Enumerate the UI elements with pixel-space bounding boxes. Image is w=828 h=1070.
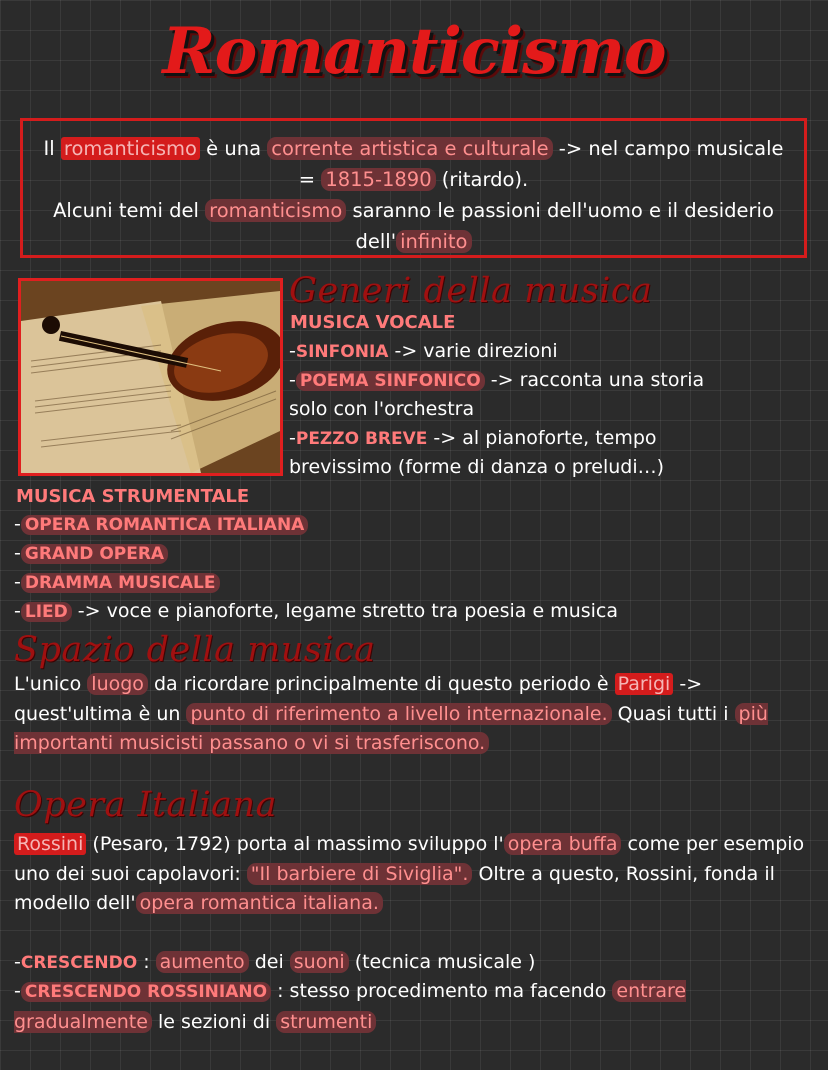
- highlight-term: luogo: [87, 673, 148, 695]
- highlight-term: entrare gradualmente: [14, 980, 687, 1033]
- list-item: [14, 977, 814, 1037]
- page-title: Romanticismo: [162, 14, 666, 89]
- intro-text: è una: [199, 137, 268, 160]
- list-text: -> voce e pianoforte, legame stretto tra poesia e musica: [71, 600, 618, 622]
- list-text: le sezioni di: [151, 1010, 277, 1033]
- highlight-term: strumenti: [276, 1011, 376, 1033]
- paragraph-text: come per esempio uno dei suoi capolavori:: [14, 833, 805, 885]
- genre-tag: SINFONIA: [295, 342, 389, 362]
- list-text: brevissimo (forme di danza o preludi…): [289, 456, 665, 478]
- highlight-term: "Il barbiere di Siviglia".: [247, 863, 473, 885]
- list-text: solo con l'orchestra: [289, 398, 475, 420]
- list-dash: -: [289, 427, 296, 449]
- intro-text: (ritardo).: [435, 168, 529, 191]
- list-item: [289, 366, 704, 396]
- intro-text: Alcuni temi del: [53, 199, 206, 222]
- list-dash: -: [14, 951, 21, 973]
- genre-tag: CRESCENDO: [20, 953, 138, 973]
- highlight-term: romanticismo: [61, 137, 200, 160]
- highlight-term: Rossini: [14, 833, 86, 855]
- genre-tag: LIED: [21, 602, 72, 622]
- list-text: -> al pianoforte, tempo: [427, 427, 657, 449]
- subheading-musica-vocale: MUSICA VOCALE: [290, 312, 456, 333]
- list-dash: -: [289, 340, 296, 362]
- list-item: [14, 510, 308, 540]
- violin-icon: [21, 281, 280, 473]
- list-dash: -: [14, 600, 21, 622]
- genre-tag: DRAMMA MUSICALE: [21, 573, 220, 593]
- spazio-paragraph: [14, 670, 824, 759]
- list-item: [289, 337, 558, 367]
- highlight-term: aumento: [156, 951, 249, 973]
- section-heading-spazio: Spazio della musica: [14, 630, 376, 670]
- list-item: [289, 395, 474, 424]
- highlight-term: suoni: [290, 951, 349, 973]
- highlight-term: corrente artistica e culturale: [267, 137, 552, 160]
- list-dash: -: [14, 513, 21, 535]
- intro-text: saranno le passioni dell'uomo e il desiderio dell': [346, 199, 774, 253]
- section-heading-opera: Opera Italiana: [14, 785, 277, 825]
- intro-text: Il: [43, 137, 61, 160]
- genre-tag: GRAND OPERA: [21, 544, 168, 564]
- list-text: -> racconta una storia: [484, 369, 705, 391]
- list-text: -> varie direzioni: [388, 340, 558, 362]
- highlight-term: romanticismo: [205, 199, 346, 222]
- paragraph-text: -> quest'ultima è un: [14, 673, 703, 725]
- genre-tag: PEZZO BREVE: [295, 429, 428, 449]
- violin-image: [18, 278, 283, 476]
- paragraph-text: (Pesaro, 1792) porta al massimo sviluppo l': [86, 833, 504, 855]
- genre-tag: POEMA SINFONICO: [296, 371, 485, 391]
- highlight-term: 1815-1890: [321, 168, 435, 191]
- highlight-term: Parigi: [615, 673, 674, 695]
- list-item: [14, 597, 618, 627]
- list-text: dei: [248, 951, 290, 973]
- list-text: : stesso procedimento ma facendo: [271, 980, 613, 1002]
- intro-box: [20, 118, 807, 258]
- section-heading-generi: Generi della musica: [289, 271, 653, 311]
- opera-paragraph: [14, 830, 814, 919]
- genre-tag: CRESCENDO ROSSINIANO: [21, 982, 271, 1002]
- paragraph-text: Oltre a questo, Rossini, fonda il modello dell': [14, 862, 775, 914]
- highlight-term: opera buffa: [504, 833, 622, 855]
- list-item: [289, 453, 664, 482]
- list-dash: -: [14, 571, 21, 593]
- list-item: [14, 568, 220, 598]
- highlight-term: punto di riferimento a livello internazionale.: [186, 703, 611, 725]
- list-item: [14, 539, 168, 569]
- paragraph-text: Quasi tutti i: [611, 702, 735, 725]
- subheading-musica-strumentale: MUSICA STRUMENTALE: [16, 486, 250, 507]
- genre-tag: OPERA ROMANTICA ITALIANA: [21, 515, 308, 535]
- highlight-term: più importanti musicisti passano o vi si trasferiscono.: [14, 702, 768, 754]
- list-text: (tecnica musicale ): [348, 951, 536, 973]
- list-text: :: [137, 951, 156, 973]
- list-item: [14, 948, 535, 978]
- paragraph-text: da ricordare principalmente di questo periodo è: [147, 673, 615, 695]
- intro-text: -> nel campo musicale =: [298, 137, 784, 191]
- list-item: [289, 424, 657, 454]
- highlight-term: opera romantica italiana.: [136, 892, 383, 914]
- list-dash: -: [14, 542, 21, 564]
- list-dash: -: [14, 980, 21, 1002]
- list-dash: -: [289, 369, 296, 391]
- paragraph-text: L'unico: [14, 673, 88, 695]
- highlight-term: infinito: [396, 230, 471, 253]
